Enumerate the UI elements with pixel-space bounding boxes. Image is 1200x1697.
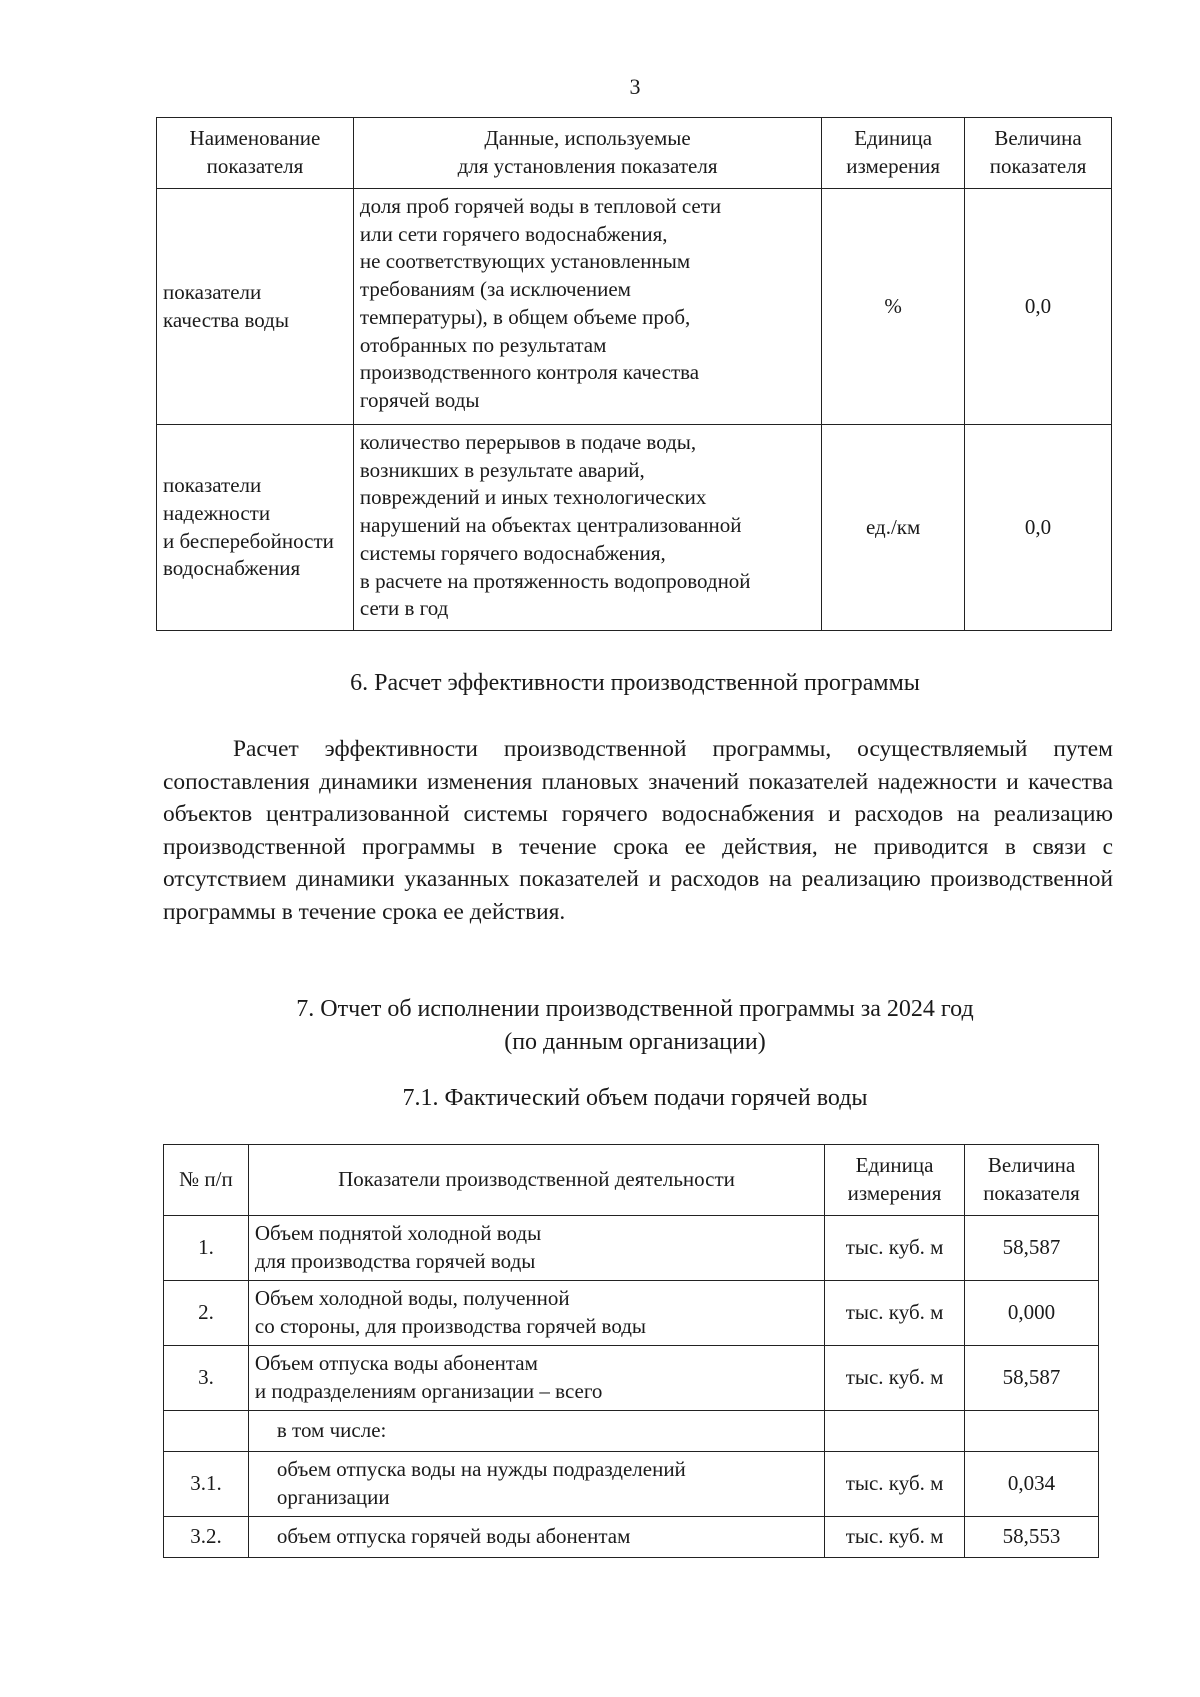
indicator-value: 0,0 xyxy=(965,425,1112,631)
row-unit: тыс. куб. м xyxy=(825,1517,965,1558)
indicator-unit: ед./км xyxy=(822,425,965,631)
row-value xyxy=(965,1411,1099,1452)
row-value: 58,587 xyxy=(965,1216,1099,1281)
row-value: 0,000 xyxy=(965,1281,1099,1346)
header-data: Данные, используемые для установления показателя xyxy=(353,118,821,189)
table-header-row xyxy=(164,1145,1099,1216)
row-label: Объем поднятой холодной воды для производства горячей воды xyxy=(248,1216,824,1281)
indicator-data: количество перерывов в подаче воды, возникших в результате аварий, повреждений и иных технологических нарушений на объектах централизованной системы горячего водоснабжения, в расчете на протяженность водопроводной сети в год xyxy=(353,425,821,631)
section-7-1-heading: 7.1. Фактический объем подачи горячей воды xyxy=(402,1085,868,1111)
indicator-name: показатели качества воды xyxy=(157,189,354,425)
row-number: 3.2. xyxy=(164,1517,249,1558)
row-number: 3.1. xyxy=(164,1452,249,1517)
indicator-value: 0,0 xyxy=(965,189,1112,425)
row-number: 3. xyxy=(164,1346,249,1411)
quality-indicators-table xyxy=(156,117,1112,631)
row-label: Объем отпуска воды абонентам и подразделениям организации – всего xyxy=(248,1346,824,1411)
header-value: Величина показателя xyxy=(965,118,1112,189)
row-value: 0,034 xyxy=(965,1452,1099,1517)
table-row xyxy=(164,1517,1099,1558)
hot-water-supply-table xyxy=(163,1144,1099,1558)
table-header-row xyxy=(157,118,1112,189)
header-value: Величина показателя xyxy=(965,1145,1099,1216)
table-row xyxy=(164,1216,1099,1281)
section-6-paragraph: Расчет эффективности производственной программы, осуществляемый путем сопоставления динамики изменения плановых значений показателей надежности и качества объектов централизованной системы горячего водоснабжения и расходов на реализацию производственной программы в течение срока ее действия, не приводится в связи с отсутствием динамики указанных показателей и расходов на реализацию производственной программы в течение срока ее действия. xyxy=(163,736,1113,925)
row-unit: тыс. куб. м xyxy=(825,1346,965,1411)
header-label: Показатели производственной деятельности xyxy=(248,1145,824,1216)
row-number xyxy=(164,1411,249,1452)
row-value: 58,553 xyxy=(965,1517,1099,1558)
table-row xyxy=(164,1346,1099,1411)
row-label: объем отпуска горячей воды абонентам xyxy=(248,1517,824,1558)
indicator-name: показатели надежности и бесперебойности водоснабжения xyxy=(157,425,354,631)
table-row xyxy=(157,189,1112,425)
indicator-unit: % xyxy=(822,189,965,425)
row-unit: тыс. куб. м xyxy=(825,1216,965,1281)
section-6-heading: 6. Расчет эффективности производственной программы xyxy=(350,670,920,696)
row-label: в том числе: xyxy=(248,1411,824,1452)
row-unit: тыс. куб. м xyxy=(825,1281,965,1346)
table-row xyxy=(164,1452,1099,1517)
row-unit xyxy=(825,1411,965,1452)
row-number: 1. xyxy=(164,1216,249,1281)
section-7-heading: 7. Отчет об исполнении производственной программы за 2024 год (по данным организации) xyxy=(296,996,974,1056)
table-row xyxy=(164,1281,1099,1346)
page-number: 3 xyxy=(629,74,641,99)
table-row xyxy=(157,425,1112,631)
row-number: 2. xyxy=(164,1281,249,1346)
header-num: № п/п xyxy=(164,1145,249,1216)
header-unit: Единица измерения xyxy=(822,118,965,189)
header-unit: Единица измерения xyxy=(825,1145,965,1216)
indicator-data: доля проб горячей воды в тепловой сети или сети горячего водоснабжения, не соответствующих установленным требованиям (за исключением температуры), в общем объеме проб, отобранных по результатам производственного контроля качества горячей воды xyxy=(353,189,821,425)
row-label: Объем холодной воды, полученной со стороны, для производства горячей воды xyxy=(248,1281,824,1346)
row-value: 58,587 xyxy=(965,1346,1099,1411)
table-row xyxy=(164,1411,1099,1452)
header-name: Наименование показателя xyxy=(157,118,354,189)
row-label: объем отпуска воды на нужды подразделений организации xyxy=(248,1452,824,1517)
row-unit: тыс. куб. м xyxy=(825,1452,965,1517)
